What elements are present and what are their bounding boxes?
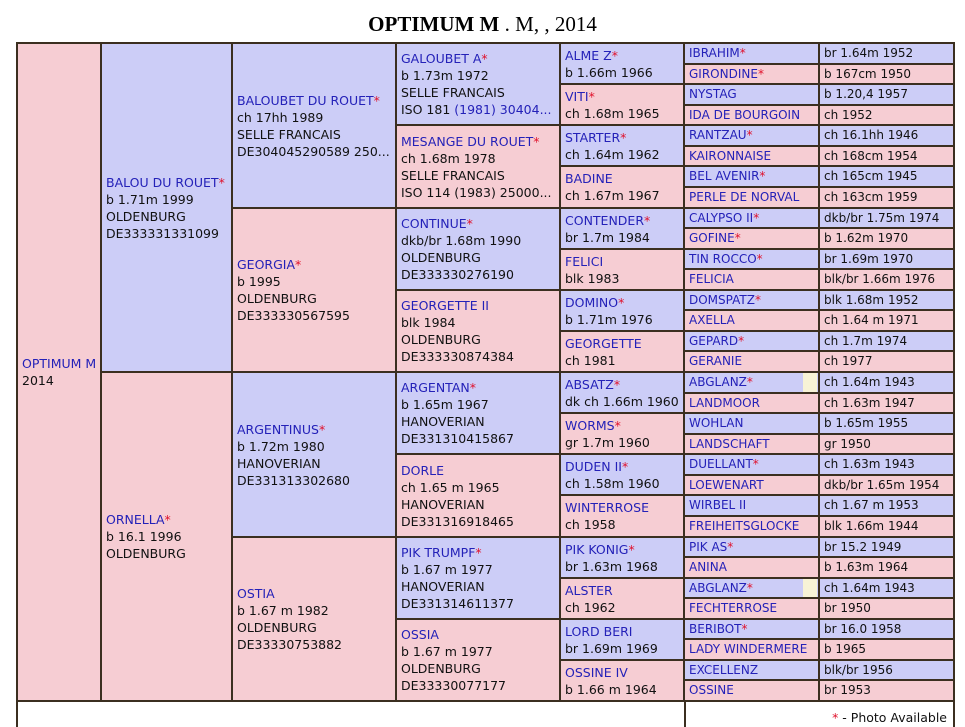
horse-name-link[interactable]: FREIHEITSGLOCKE <box>689 519 800 533</box>
photo-star-icon: * <box>373 92 380 108</box>
gen5-ancestor-name-cell[interactable] <box>685 496 818 515</box>
gen5-ancestor-info-cell <box>820 167 953 186</box>
horse-detail: OLDENBURG <box>106 208 186 224</box>
gen5-ancestor-info-cell <box>820 270 953 289</box>
registration-number: ISO 181 <box>401 102 455 117</box>
title-suffix: . M, , 2014 <box>499 12 597 36</box>
horse-detail: br 1.63m 1968 <box>565 558 658 574</box>
gen5-ancestor-name-cell[interactable] <box>685 538 818 556</box>
horse-detail: ch 1.64 m 1971 <box>824 313 919 327</box>
gen5-ancestor-name-cell[interactable] <box>685 229 818 248</box>
gen5-ancestor-info-cell <box>820 455 953 474</box>
photo-star-icon: * <box>753 210 760 225</box>
horse-detail: SELLE FRANCAIS <box>401 167 505 183</box>
horse-detail: dkb/br 1.75m 1974 <box>824 210 940 225</box>
horse-name-link[interactable]: RANTZAU <box>689 128 747 142</box>
great-grandparent-cell[interactable] <box>397 455 559 536</box>
gen4-ancestor-cell[interactable] <box>561 496 683 536</box>
gen4-ancestor-cell[interactable] <box>561 126 683 165</box>
gen5-ancestor-name-cell[interactable] <box>685 352 818 371</box>
gen5-ancestor-name-cell[interactable] <box>685 332 818 350</box>
pedigree-table <box>16 42 955 702</box>
horse-detail: b 1.73m 1972 <box>401 68 489 83</box>
great-grandparent-cell[interactable] <box>397 44 559 124</box>
registration-number: DE333330276190 <box>401 267 514 282</box>
horse-name-link[interactable]: KAIRONNAISE <box>689 148 772 163</box>
gen5-ancestor-name-cell[interactable] <box>685 291 818 309</box>
horse-detail: ch 1.68m 1965 <box>565 105 660 121</box>
gen5-ancestor-info-cell <box>820 65 953 83</box>
horse-detail: blk 1983 <box>565 270 620 286</box>
gen5-ancestor-name-cell[interactable] <box>685 311 818 330</box>
photo-star-icon: * <box>746 375 753 389</box>
horse-detail: br 15.2 1949 <box>824 539 902 554</box>
gen5-ancestor-info-cell <box>820 106 953 124</box>
gen5-ancestor-info-cell <box>820 332 953 350</box>
horse-detail: dk ch 1.66m 1960 <box>565 393 679 409</box>
gen5-ancestor-name-cell[interactable] <box>685 517 818 536</box>
gen5-ancestor-info-cell <box>820 558 953 577</box>
footer <box>16 702 955 727</box>
photo-star-icon: * <box>620 129 627 145</box>
photo-star-icon: * <box>613 376 621 392</box>
gen5-ancestor-name-cell[interactable] <box>685 106 818 124</box>
gen5-ancestor-info-cell <box>820 373 953 392</box>
horse-detail: br 16.0 1958 <box>824 621 902 636</box>
great-grandparent-cell[interactable] <box>397 373 559 453</box>
gen5-ancestor-info-cell <box>820 681 953 700</box>
horse-detail: b 1.71m 1999 <box>106 191 194 207</box>
horse-detail: ch 1958 <box>565 517 616 532</box>
horse-name-link[interactable]: GOFINE <box>689 231 735 245</box>
horse-name-link[interactable]: ARGENTAN <box>401 380 470 395</box>
horse-name-link[interactable]: ALME Z <box>565 47 612 63</box>
photo-star-icon: * <box>588 88 595 104</box>
sire-dam-cell[interactable] <box>102 44 231 371</box>
registration-number: DE333330874384 <box>401 349 514 364</box>
horse-detail: HANOVERIAN <box>401 414 485 429</box>
horse-name-link[interactable]: DUELLANT <box>689 457 753 471</box>
gen5-ancestor-info-cell <box>820 250 953 268</box>
horse-detail: ch 1962 <box>565 599 616 615</box>
horse-name-link[interactable]: ARGENTINUS <box>237 421 319 437</box>
gen5-ancestor-info-cell <box>820 640 953 659</box>
gen5-ancestor-info-cell <box>820 435 953 453</box>
horse-detail: br 1950 <box>824 601 871 615</box>
horse-detail: ch 168cm 1954 <box>824 148 918 163</box>
horse-name-link[interactable]: WOHLAN <box>689 416 744 430</box>
photo-star-icon: * <box>622 458 629 474</box>
horse-detail: b 1.20,4 1957 <box>824 87 908 101</box>
photo-star-icon: * <box>618 294 625 310</box>
photo-star-icon: * <box>752 457 759 471</box>
horse-detail: ch 1.64m 1962 <box>565 146 660 162</box>
horse-detail: HANOVERIAN <box>401 496 485 512</box>
horse-detail: DE304045290589 250... <box>237 143 390 159</box>
photo-star-icon: * <box>756 251 763 266</box>
horse-detail: dkb/br 1.68m 1990 <box>401 233 522 248</box>
gen5-ancestor-name-cell[interactable] <box>685 661 818 679</box>
gen5-ancestor-name-cell[interactable] <box>685 373 818 392</box>
horse-name-link[interactable]: WINTERROSE <box>565 500 649 515</box>
horse-detail: b 1.63m 1964 <box>824 560 909 574</box>
photo-star-icon: * <box>746 128 753 142</box>
gen5-ancestor-info-cell <box>820 291 953 309</box>
gen4-ancestor-cell[interactable] <box>561 332 683 371</box>
gen5-ancestor-name-cell[interactable] <box>685 640 818 659</box>
horse-name-link[interactable]: OPTIMUM M <box>22 356 97 371</box>
photo-star-icon: * <box>164 512 171 527</box>
gen4-ancestor-cell[interactable] <box>561 538 683 577</box>
horse-name-link[interactable]: ABSATZ <box>565 376 614 392</box>
horse-detail: br 1.64m 1952 <box>824 46 914 60</box>
horse-name-link[interactable]: PERLE DE NORVAL <box>689 190 800 204</box>
horse-detail: b 1.66 m 1964 <box>565 681 657 697</box>
gen5-ancestor-name-cell[interactable] <box>685 85 818 104</box>
photo-star-icon: * <box>741 621 748 636</box>
horse-detail: ch 1.63m 1947 <box>824 395 915 410</box>
title-horse-name: OPTIMUM M <box>368 12 500 36</box>
gen5-ancestor-name-cell[interactable] <box>685 44 818 63</box>
grandparent-cell[interactable] <box>233 538 395 700</box>
horse-detail: ch 1.67m 1967 <box>565 188 660 203</box>
great-grandparent-cell[interactable] <box>397 291 559 371</box>
photo-star-icon: * <box>739 46 746 60</box>
gen5-ancestor-info-cell <box>820 579 953 597</box>
photo-star-icon: * <box>481 51 488 66</box>
horse-detail: DE333330567595 <box>237 308 350 323</box>
horse-name-link[interactable]: VITI <box>565 88 589 104</box>
photo-star-icon: * <box>295 257 302 272</box>
horse-name-link[interactable]: BALOUBET DU ROUET <box>237 92 374 108</box>
gen4-ancestor-cell[interactable] <box>561 44 683 83</box>
photo-star-icon: * <box>754 292 761 307</box>
horse-detail: br 1.7m 1984 <box>565 229 650 245</box>
gen5-ancestor-info-cell <box>820 394 953 412</box>
horse-detail: b 16.1 1996 <box>106 529 182 544</box>
horse-detail: b 1965 <box>824 642 866 656</box>
horse-name-link[interactable]: GERANIE <box>689 354 743 368</box>
gen5-ancestor-info-cell <box>820 126 953 145</box>
horse-detail: br 1.69m 1970 <box>824 251 914 266</box>
horse-name-link[interactable]: OSSINE <box>689 683 734 697</box>
photo-available-legend: * - Photo Available <box>832 710 947 725</box>
horse-name-link[interactable]: LANDSCHAFT <box>689 436 770 451</box>
horse-name-link[interactable]: FELICI <box>565 253 604 269</box>
horse-detail: blk 1984 <box>401 315 456 330</box>
horse-detail: blk 1.66m 1944 <box>824 519 919 533</box>
photo-star-icon: * <box>475 545 482 560</box>
horse-detail: br 1953 <box>824 683 871 697</box>
great-grandparent-cell[interactable] <box>397 620 559 700</box>
horse-name-link[interactable]: WORMS <box>565 417 615 433</box>
horse-detail: ch 1981 <box>565 352 616 368</box>
horse-detail: b 1.71m 1976 <box>565 311 653 327</box>
horse-name-link[interactable]: IDA DE BOURGOIN <box>689 107 801 122</box>
horse-name-link[interactable]: MESANGE DU ROUET <box>401 133 534 149</box>
great-grandparent-cell[interactable] <box>397 209 559 289</box>
sire-dam-cell[interactable] <box>102 373 231 700</box>
horse-name-link[interactable]: CONTENDER <box>565 212 645 228</box>
grandparent-cell[interactable] <box>233 209 395 371</box>
gen5-ancestor-name-cell[interactable] <box>685 147 818 165</box>
gen4-ancestor-cell[interactable] <box>561 661 683 700</box>
horse-detail: ch 1.63m 1943 <box>824 457 915 471</box>
horse-detail: DE33330753882 <box>237 637 343 652</box>
horse-name-link[interactable]: PIK AS <box>689 539 728 554</box>
horse-name-link[interactable]: DOMSPATZ <box>689 292 755 307</box>
photo-star-icon: * <box>734 231 741 245</box>
horse-name-link[interactable]: BALOU DU ROUET <box>106 174 219 190</box>
horse-detail: blk/br 1.66m 1976 <box>824 272 936 286</box>
horse-name-link[interactable]: NYSTAG <box>689 87 737 101</box>
gen4-ancestor-cell[interactable] <box>561 373 683 412</box>
gen5-ancestor-name-cell[interactable] <box>685 476 818 494</box>
horse-detail: SELLE FRANCAIS <box>237 126 341 142</box>
horse-detail: b 167cm 1950 <box>824 66 911 81</box>
horse-detail: OLDENBURG <box>401 250 481 265</box>
horse-detail: OLDENBURG <box>401 332 481 347</box>
horse-detail: gr 1.7m 1960 <box>565 434 650 450</box>
gen5-ancestor-name-cell[interactable] <box>685 126 818 145</box>
gen5-ancestor-name-cell[interactable] <box>685 435 818 453</box>
photo-star-icon: * <box>727 539 734 554</box>
gen5-ancestor-info-cell <box>820 476 953 494</box>
horse-detail: OLDENBURG <box>237 620 317 635</box>
horse-name-link[interactable]: CALYPSO II <box>689 210 754 225</box>
gen5-ancestor-name-cell[interactable] <box>685 414 818 433</box>
horse-detail: b 1.65m 1967 <box>401 397 489 412</box>
gen4-ancestor-cell[interactable] <box>561 291 683 330</box>
gen5-ancestor-name-cell[interactable] <box>685 65 818 83</box>
horse-name-link[interactable]: TIN ROCCO <box>689 251 757 266</box>
subject-cell[interactable] <box>18 44 100 700</box>
photo-star-icon: * <box>757 66 764 81</box>
horse-name-link[interactable]: GEORGETTE II <box>401 298 489 313</box>
horse-detail: b 1.65m 1955 <box>824 416 909 430</box>
horse-name-link[interactable]: LANDMOOR <box>689 395 760 410</box>
registration-link[interactable]: (1981) 30404... <box>454 102 552 117</box>
horse-detail: blk/br 1956 <box>824 662 893 677</box>
horse-detail: b 1.67 m 1977 <box>401 644 493 659</box>
gen5-ancestor-name-cell[interactable] <box>685 455 818 474</box>
note-marker <box>803 579 817 597</box>
horse-detail: ch 1.68m 1978 <box>401 150 496 166</box>
horse-name-link[interactable]: LADY WINDERMERE <box>689 642 808 656</box>
registration-number: ISO 114 (1983) 25000... <box>401 184 552 200</box>
horse-name-link[interactable]: GEORGETTE <box>565 335 642 351</box>
great-grandparent-cell[interactable] <box>397 538 559 618</box>
horse-name-link[interactable]: AXELLA <box>689 313 735 327</box>
grandparent-cell[interactable] <box>233 373 395 536</box>
horse-detail: ch 1.67 m 1953 <box>824 498 919 512</box>
horse-detail: SELLE FRANCAIS <box>401 85 505 100</box>
horse-detail: DE331313302680 <box>237 472 350 488</box>
horse-detail: ch 1.7m 1974 <box>824 333 908 348</box>
gen5-ancestor-info-cell <box>820 599 953 618</box>
horse-name-link[interactable]: FECHTERROSE <box>689 601 778 615</box>
gen5-ancestor-info-cell <box>820 414 953 433</box>
gen5-ancestor-info-cell <box>820 147 953 165</box>
horse-name-link[interactable]: DOMINO <box>565 294 619 310</box>
horse-detail: b 1.67 m 1982 <box>237 603 329 618</box>
gen5-ancestor-info-cell <box>820 538 953 556</box>
horse-detail: ch 1.64m 1943 <box>824 375 915 389</box>
registration-number: DE331314611377 <box>401 596 514 611</box>
horse-name-link[interactable]: OSSINE IV <box>565 664 628 680</box>
gen5-ancestor-info-cell <box>820 229 953 248</box>
horse-name-link[interactable]: CONTINUE <box>401 216 467 231</box>
photo-star-icon: * <box>533 133 540 149</box>
gen5-ancestor-info-cell <box>820 517 953 536</box>
photo-star-icon: * <box>318 421 326 437</box>
horse-detail: b 1.67 m 1977 <box>401 562 493 577</box>
horse-name-link[interactable]: ABGLANZ <box>689 580 747 595</box>
gen5-ancestor-name-cell[interactable] <box>685 579 818 597</box>
horse-name-link[interactable]: BADINE <box>565 171 613 186</box>
horse-detail: OLDENBURG <box>401 661 481 676</box>
horse-detail: 2014 <box>22 373 54 388</box>
gen4-ancestor-cell[interactable] <box>561 455 683 494</box>
page-title <box>0 12 965 37</box>
gen4-ancestor-cell[interactable] <box>561 209 683 248</box>
horse-name-link[interactable]: PIK KONIG <box>565 541 629 557</box>
gen5-ancestor-name-cell[interactable] <box>685 394 818 412</box>
horse-detail: HANOVERIAN <box>401 579 485 594</box>
horse-detail: ch 1977 <box>824 354 873 368</box>
gen5-ancestor-info-cell <box>820 620 953 638</box>
horse-detail: ch 1.58m 1960 <box>565 475 660 491</box>
horse-name-link[interactable]: GEPARD <box>689 333 739 348</box>
horse-name-link[interactable]: GALOUBET A <box>401 51 482 66</box>
horse-name-link[interactable]: OSSIA <box>401 627 439 642</box>
gen5-ancestor-info-cell <box>820 209 953 227</box>
horse-detail: DE333331331099 <box>106 225 219 241</box>
horse-detail: br 1.69m 1969 <box>565 640 658 656</box>
gen5-ancestor-name-cell[interactable] <box>685 599 818 618</box>
gen5-ancestor-info-cell <box>820 496 953 515</box>
horse-name-link[interactable]: LOEWENART <box>689 477 764 492</box>
horse-name-link[interactable]: IBRAHIM <box>689 46 740 60</box>
horse-detail: OLDENBURG <box>237 291 317 306</box>
registration-number: DE331316918465 <box>401 513 514 529</box>
photo-star-icon: * <box>611 47 618 63</box>
gen5-ancestor-info-cell <box>820 661 953 679</box>
horse-name-link[interactable]: STARTER <box>565 129 621 145</box>
horse-name-link[interactable]: DORLE <box>401 462 445 478</box>
registration-number: DE33330077177 <box>401 678 507 693</box>
horse-name-link[interactable]: FELICIA <box>689 272 734 286</box>
gen5-ancestor-info-cell <box>820 44 953 63</box>
gen5-ancestor-name-cell[interactable] <box>685 681 818 700</box>
gen5-ancestor-name-cell[interactable] <box>685 558 818 577</box>
horse-name-link[interactable]: EXCELLENZ <box>689 662 759 677</box>
photo-star-icon: * <box>628 541 635 557</box>
horse-detail: b 1.62m 1970 <box>824 231 909 245</box>
photo-star-icon: * <box>746 580 753 595</box>
horse-name-link[interactable]: PIK TRUMPF <box>401 545 476 560</box>
gen5-ancestor-info-cell <box>820 188 953 207</box>
horse-name-link[interactable]: WIRBEL II <box>689 498 747 512</box>
grandparent-cell[interactable] <box>233 44 395 207</box>
gen4-ancestor-cell[interactable] <box>561 167 683 207</box>
horse-detail: b 1995 <box>237 274 281 289</box>
gen5-ancestor-name-cell[interactable] <box>685 167 818 186</box>
registration-number: DE331310415867 <box>401 431 514 446</box>
gen4-ancestor-cell[interactable] <box>561 250 683 289</box>
gen5-ancestor-info-cell <box>820 352 953 371</box>
photo-star-icon: * <box>469 380 476 395</box>
gen5-ancestor-name-cell[interactable] <box>685 620 818 638</box>
horse-name-link[interactable]: ANINA <box>689 560 727 574</box>
photo-star-icon: * <box>738 333 745 348</box>
horse-name-link[interactable]: GEORGIA <box>237 257 296 272</box>
horse-name-link[interactable]: OSTIA <box>237 586 275 601</box>
note-marker <box>803 373 817 392</box>
horse-detail: dkb/br 1.65m 1954 <box>824 477 940 492</box>
horse-name-link[interactable]: LORD BERI <box>565 623 633 639</box>
gen5-ancestor-info-cell <box>820 311 953 330</box>
horse-detail: blk 1.68m 1952 <box>824 292 919 307</box>
horse-detail: b 1.66m 1966 <box>565 64 653 80</box>
gen4-ancestor-cell[interactable] <box>561 579 683 618</box>
horse-detail: ch 1952 <box>824 107 873 122</box>
horse-detail: OLDENBURG <box>106 546 186 561</box>
horse-detail: ch 17hh 1989 <box>237 109 324 125</box>
gen5-ancestor-name-cell[interactable] <box>685 188 818 207</box>
photo-star-icon: * <box>759 169 766 183</box>
horse-name-link[interactable]: ABGLANZ <box>689 375 747 389</box>
gen5-ancestor-info-cell <box>820 85 953 104</box>
horse-detail: b 1.72m 1980 <box>237 438 325 454</box>
photo-star-icon: * <box>466 216 473 231</box>
photo-star-icon: * <box>218 174 225 190</box>
gen4-ancestor-cell[interactable] <box>561 620 683 659</box>
gen4-ancestor-cell[interactable] <box>561 85 683 124</box>
horse-name-link[interactable]: GIRONDINE <box>689 66 758 81</box>
gen5-ancestor-name-cell[interactable] <box>685 209 818 227</box>
horse-detail: ch 163cm 1959 <box>824 190 918 204</box>
horse-name-link[interactable]: ORNELLA <box>106 512 165 527</box>
photo-star-icon: * <box>614 417 621 433</box>
horse-detail: ch 1.64m 1943 <box>824 580 915 595</box>
horse-detail: HANOVERIAN <box>237 455 321 471</box>
photo-star-icon: * <box>644 212 651 228</box>
great-grandparent-cell[interactable] <box>397 126 559 207</box>
horse-detail: ch 1.65 m 1965 <box>401 479 500 495</box>
horse-detail: ch 16.1hh 1946 <box>824 128 919 142</box>
horse-detail: gr 1950 <box>824 436 871 451</box>
gen5-ancestor-name-cell[interactable] <box>685 270 818 289</box>
horse-name-link[interactable]: BEL AVENIR <box>689 169 760 183</box>
horse-detail: ch 165cm 1945 <box>824 169 918 183</box>
gen5-ancestor-name-cell[interactable] <box>685 250 818 268</box>
gen4-ancestor-cell[interactable] <box>561 414 683 453</box>
horse-name-link[interactable]: BERIBOT <box>689 621 742 636</box>
horse-name-link[interactable]: ALSTER <box>565 582 613 598</box>
horse-name-link[interactable]: DUDEN II <box>565 458 622 474</box>
